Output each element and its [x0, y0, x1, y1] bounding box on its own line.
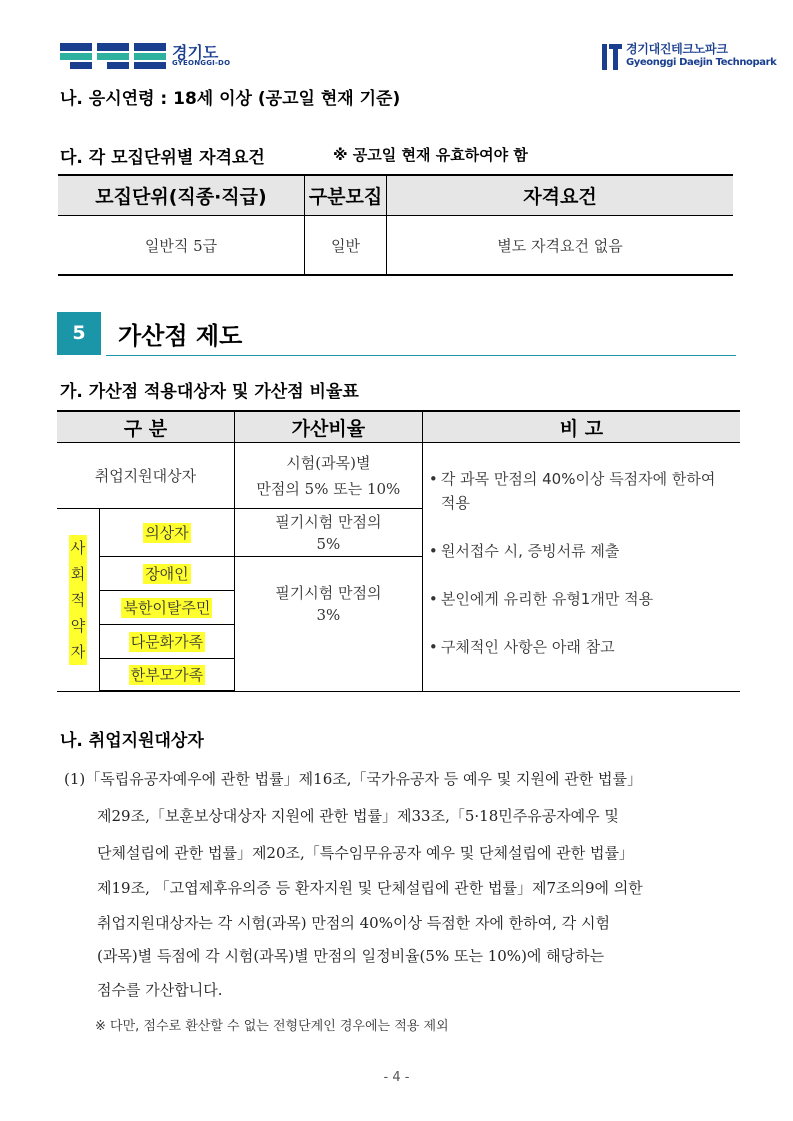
- rate-injured-line1: 필기시험 만점의: [275, 512, 382, 531]
- body-line: (1)「독립유공자예우에 관한 법률」제16조,「국가유공자 등 예우 및 지원에 관한 법률」: [64, 770, 642, 788]
- cell-rate-others: [234, 557, 422, 692]
- qualification-heading: 다. 각 모집단위별 자격요건: [60, 148, 265, 168]
- rate-others-line2: 3%: [316, 605, 341, 624]
- rate-injured-line2: 5%: [316, 534, 341, 553]
- cell-group-disabled: 장애인: [100, 557, 235, 591]
- remark-item: • 구체적인 사항은 아래 참고: [429, 635, 740, 659]
- social-vulnerable-char: 사: [69, 535, 87, 561]
- table-row: [58, 216, 733, 276]
- body-line: 취업지원대상자는 각 시험(과목) 만점의 40%이상 득점한 자에 한하여, 각 시험: [97, 914, 610, 932]
- cell-recruit-type: 일반: [305, 216, 387, 276]
- col-category: 구 분: [57, 411, 234, 443]
- col-remarks: 비 고: [422, 411, 740, 443]
- cell-remarks: [422, 443, 740, 692]
- qualification-table: [58, 174, 733, 276]
- section-divider: [106, 355, 736, 356]
- col-recruit-type: 구분모집: [305, 175, 387, 216]
- section-title: 가산점 제도: [118, 322, 243, 350]
- cell-group-single-parent: 한부모가족: [100, 659, 235, 692]
- body-line: (과목)별 득점에 각 시험(과목)별 만점의 일정비율(5% 또는 10%)에 해당하는: [97, 947, 605, 965]
- remark-item: • 원서접수 시, 증빙서류 제출: [429, 539, 740, 563]
- qualification-note: ※ 공고일 현재 유효하여야 함: [333, 146, 528, 164]
- cell-employment-rate: [234, 443, 422, 509]
- footnote: ※ 다만, 점수로 환산할 수 없는 전형단계인 경우에는 적용 제외: [95, 1019, 449, 1034]
- gyeonggi-logo: [60, 41, 260, 71]
- body-line: 제29조,「보훈보상대상자 지원에 관한 법률」제33조,「5·18민주유공자예우 및: [97, 807, 619, 825]
- social-vulnerable-char: 적: [69, 587, 87, 613]
- gyeonggi-logo-kr: 경기도: [172, 43, 219, 62]
- body-line: 제19조, 「고엽제후유의증 등 환자지원 및 단체설립에 관한 법률」제7조의9에 의한: [97, 879, 643, 897]
- employment-rate-line2: 만점의 5% 또는 10%: [256, 479, 401, 498]
- cell-group-defector: 북한이탈주민: [100, 591, 235, 625]
- social-vulnerable-char: 약: [69, 613, 87, 639]
- rate-others-line1: 필기시험 만점의: [275, 583, 382, 602]
- cell-group-injured: 의상자: [100, 509, 235, 557]
- cell-employment-support: 취업지원대상자: [57, 443, 234, 509]
- page-number: - 4 -: [383, 1070, 410, 1085]
- employment-support-heading: 나. 취업지원대상자: [60, 731, 204, 751]
- cell-recruit-unit: 일반직 5급: [58, 216, 305, 276]
- remark-item: • 각 과목 만점의 40%이상 득점자에 한하여 적용: [429, 467, 731, 515]
- technopark-logo-en: Gyeonggi Daejin Technopark: [626, 57, 777, 68]
- cell-rate-injured: [234, 509, 422, 557]
- technopark-logo: [600, 42, 777, 72]
- technopark-logo-kr: 경기대진테크노파크: [626, 42, 728, 56]
- gyeonggi-logo-en: GYEONGGI-DO: [172, 59, 231, 67]
- technopark-mark-icon: [600, 42, 624, 72]
- section-number-badge: 5: [57, 312, 101, 355]
- col-bonus-rate: 가산비율: [234, 411, 422, 443]
- social-vulnerable-char: 자: [69, 639, 87, 665]
- col-recruit-unit: 모집단위(직종·직급): [58, 175, 305, 216]
- table-row: [57, 443, 740, 509]
- gyeonggi-stripes-icon: [60, 43, 168, 69]
- body-line: 단체설립에 관한 법률」제20조,「특수임무유공자 예우 및 단체설립에 관한 법률」: [97, 844, 634, 862]
- bonus-table-heading: 가. 가산점 적용대상자 및 가산점 비율표: [60, 382, 359, 402]
- social-vulnerable-char: 회: [69, 561, 87, 587]
- remark-item: • 본인에게 유리한 유형1개만 적용: [429, 587, 740, 611]
- cell-qualification: 별도 자격요건 없음: [387, 216, 734, 276]
- cell-social-vulnerable: [57, 509, 100, 692]
- body-line: 점수를 가산합니다.: [97, 981, 223, 999]
- cell-group-multicultural: 다문화가족: [100, 625, 235, 659]
- employment-rate-line1: 시험(과목)별: [286, 453, 371, 472]
- age-requirement-heading: 나. 응시연령 : 18세 이상 (공고일 현재 기준): [60, 89, 401, 109]
- bonus-points-table: [57, 410, 740, 692]
- col-qualification: 자격요건: [387, 175, 734, 216]
